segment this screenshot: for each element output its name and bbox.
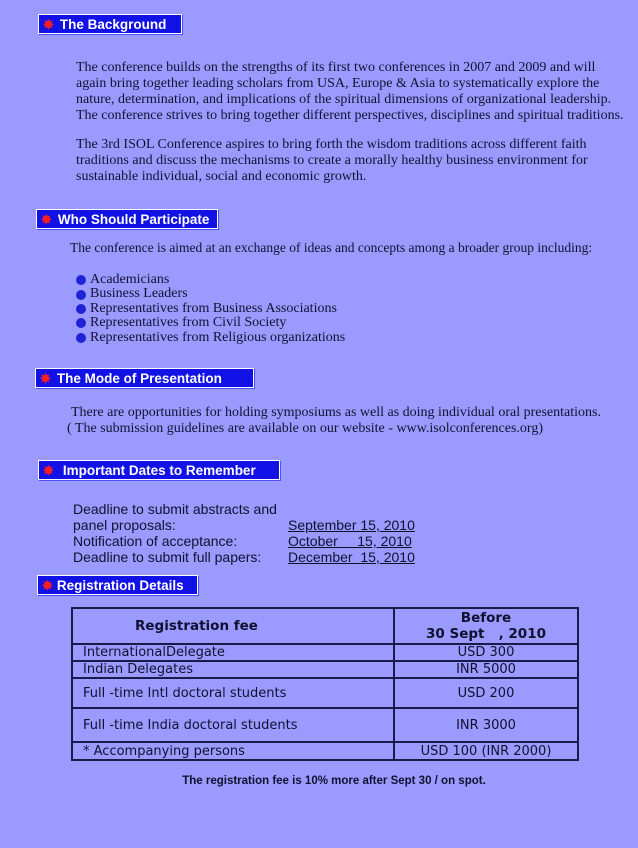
section-header-dates: [38, 460, 280, 480]
before-date-column-header: Before 30 Sept , 2010: [394, 608, 578, 644]
date-row: Notification of acceptance: October 15, 2010: [73, 533, 412, 549]
row-fee: USD 200: [394, 678, 578, 708]
row-fee: INR 5000: [394, 661, 578, 678]
section-header-presentation: [35, 368, 254, 388]
section-title: The Background: [59, 16, 167, 32]
section-title: Who Should Participate: [57, 211, 210, 227]
blue-dot-icon: [76, 275, 86, 285]
red-star-icon: ✸: [40, 370, 51, 386]
list-item: Business Leaders: [76, 287, 345, 301]
table-row: [72, 678, 578, 708]
registration-fee-table: [71, 607, 579, 761]
row-fee: INR 3000: [394, 708, 578, 742]
participant-list: [76, 273, 345, 345]
table-header-row: [72, 608, 578, 644]
blue-dot-icon: [76, 333, 86, 343]
list-item: Representatives from Religious organizations: [76, 331, 345, 345]
red-star-icon: ✸: [43, 462, 54, 478]
blue-dot-icon: [76, 304, 86, 314]
blue-dot-icon: [76, 318, 86, 328]
date-row: Deadline to submit abstracts and: [73, 501, 277, 517]
background-paragraph-1: The conference builds on the strengths of its first two conferences in 2007 and 2009 and will again bring together leading scholars from USA, Europe & Asia to systematically explore the nature, determination, and implications of the spiritual dimensions of organizational leadership. The conference strives to bring together different perspectives, disciplines and spiritual traditions.: [76, 60, 624, 123]
list-item: Representatives from Business Associations: [76, 302, 345, 316]
participate-intro: The conference is aimed at an exchange of ideas and concepts among a broader group including:: [70, 240, 593, 255]
section-header-background: [38, 14, 182, 34]
background-paragraph-2: The 3rd ISOL Conference aspires to bring forth the wisdom traditions across different faith traditions and discuss the mechanisms to create a morally healthy business environment for sustainable individual, social and economic growth.: [76, 137, 588, 184]
row-label: * Accompanying persons: [72, 742, 394, 760]
date-row: panel proposals: September 15, 2010: [73, 517, 415, 533]
date-row: Deadline to submit full papers: December 15, 2010: [73, 549, 415, 565]
presentation-line-2: ( The submission guidelines are available on our website - www.isolconferences.org): [67, 421, 543, 436]
red-star-icon: ✸: [41, 211, 52, 227]
table-row: [72, 708, 578, 742]
presentation-line-1: There are opportunities for holding symposiums as well as doing individual oral presentations.: [71, 405, 601, 420]
row-label: Full -time India doctoral students: [72, 708, 394, 742]
row-fee: USD 300: [394, 644, 578, 661]
table-row: [72, 742, 578, 760]
registration-note: The registration fee is 10% more after Sept 30 / on spot.: [182, 775, 486, 787]
row-label: Full -time Intl doctoral students: [72, 678, 394, 708]
section-header-registration: [37, 575, 198, 595]
row-fee: USD 100 (INR 2000): [394, 742, 578, 760]
list-item: Academicians: [76, 273, 345, 287]
list-item: Representatives from Civil Society: [76, 316, 345, 330]
blue-dot-icon: [76, 290, 86, 300]
fee-column-header: Registration fee: [72, 608, 394, 644]
red-star-icon: ✸: [43, 16, 54, 32]
row-label: InternationalDelegate: [72, 644, 394, 661]
section-header-participate: [36, 209, 218, 229]
table-row: [72, 644, 578, 661]
section-title: The Mode of Presentation: [56, 370, 222, 386]
red-star-icon: ✸: [42, 577, 53, 593]
table-row: [72, 661, 578, 678]
section-title: Registration Details: [56, 577, 184, 593]
important-dates: [73, 501, 415, 565]
section-title: Important Dates to Remember: [62, 462, 256, 478]
row-label: Indian Delegates: [72, 661, 394, 678]
